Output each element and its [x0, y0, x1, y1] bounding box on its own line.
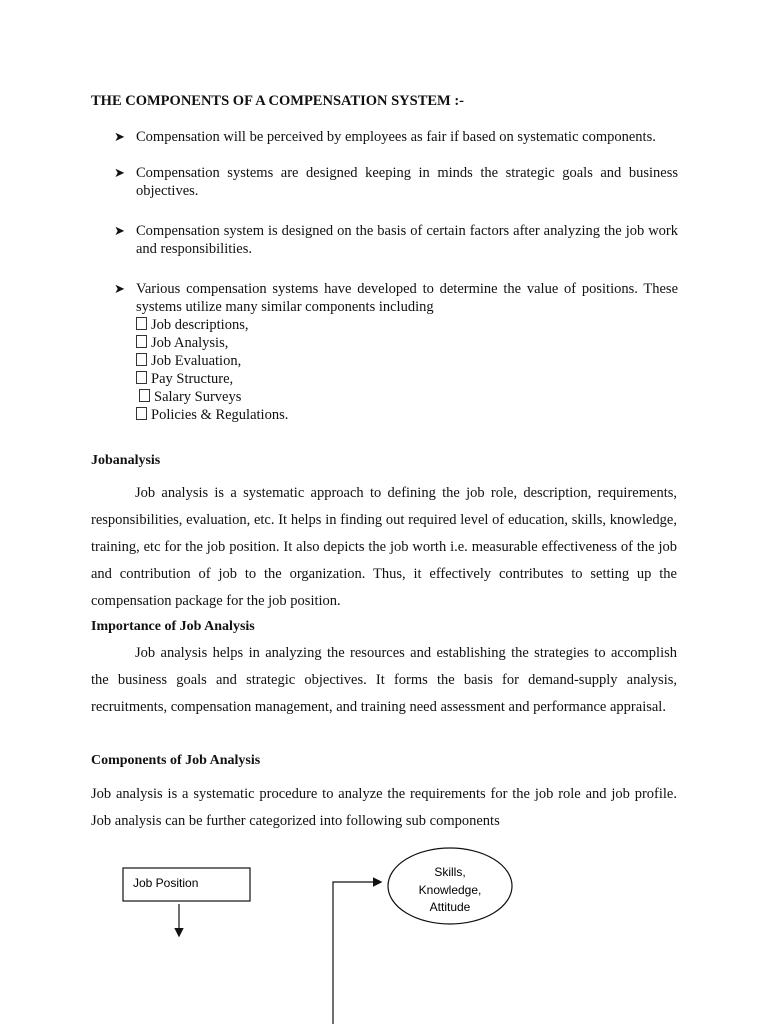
section-heading-components: Components of Job Analysis: [91, 753, 261, 768]
component-item: [136, 334, 678, 352]
component-text: Job Evaluation,: [151, 353, 242, 369]
paragraph-components: [91, 781, 677, 835]
skills-label-line: Skills,: [434, 865, 466, 879]
component-text: Policies & Regulations.: [151, 407, 289, 423]
component-text: Job descriptions,: [151, 317, 249, 333]
component-list: [136, 316, 678, 424]
component-text: Job Analysis,: [151, 335, 229, 351]
skills-label-line: Knowledge,: [418, 883, 482, 897]
component-item: [136, 406, 678, 424]
bullet-item: [114, 222, 678, 258]
component-item: [136, 352, 678, 370]
bullet-text: Compensation systems are designed keeping in minds the strategic goals and business objectives.: [136, 165, 678, 199]
missing-glyph-icon: [136, 335, 147, 348]
section-heading-job-analysis: Jobanalysis: [91, 453, 161, 468]
arrow-bullet-icon: ➤: [114, 129, 125, 144]
arrow-bullet-icon: ➤: [114, 281, 125, 296]
page-title: THE COMPONENTS OF A COMPENSATION SYSTEM :-: [91, 93, 465, 109]
bullet-item: [114, 164, 678, 200]
paragraph-text: Job analysis is a systematic approach to defining the job role, description, requirements, responsibilities, evaluation, etc. It helps in finding out required level of education, skills, knowledge, training, etc for the job position. It also depicts the job worth i.e. measurable effectiveness of the job and contribution of job to the organization. Thus, it effectively contributes to setting up the compensation package for the job position.: [91, 485, 677, 609]
bullet-list: [114, 128, 678, 424]
paragraph-text: Job analysis is a systematic procedure to analyze the requirements for the job role and job profile. Job analysis can be further categorized into following sub components: [91, 786, 677, 829]
missing-glyph-icon: [136, 371, 147, 384]
job-analysis-diagram: [0, 840, 768, 1024]
bullet-item: [114, 280, 678, 424]
paragraph-importance: [91, 640, 677, 721]
bullet-text: Various compensation systems have developed to determine the value of positions. These systems utilize many similar components including: [136, 281, 678, 315]
component-text: Salary Surveys: [154, 389, 242, 405]
section-heading-importance: Importance of Job Analysis: [91, 619, 255, 634]
missing-glyph-icon: [136, 353, 147, 366]
component-item: [136, 316, 678, 334]
bullet-text: Compensation will be perceived by employees as fair if based on systematic components.: [136, 129, 656, 145]
connector-arrow-line: [333, 882, 380, 1024]
component-item: [136, 370, 678, 388]
missing-glyph-icon: [136, 317, 147, 330]
missing-glyph-icon: [139, 389, 150, 402]
bullet-item: [114, 128, 678, 146]
component-text: Pay Structure,: [151, 371, 234, 387]
paragraph-job-analysis: [91, 480, 677, 615]
paragraph-text: Job analysis helps in analyzing the resources and establishing the strategies to accomplish the business goals and strategic objectives. It forms the basis for demand-supply analysis, recruitments, compensation management, and training need assessment and performance appraisal.: [91, 645, 677, 715]
missing-glyph-icon: [136, 407, 147, 420]
arrow-bullet-icon: ➤: [114, 165, 125, 180]
arrow-bullet-icon: ➤: [114, 223, 125, 238]
component-item: [136, 388, 678, 406]
skills-label-line: Attitude: [429, 900, 471, 914]
bullet-text: Compensation system is designed on the basis of certain factors after analyzing the job work and responsibilities.: [136, 223, 678, 257]
job-position-label: Job Position: [133, 876, 199, 890]
